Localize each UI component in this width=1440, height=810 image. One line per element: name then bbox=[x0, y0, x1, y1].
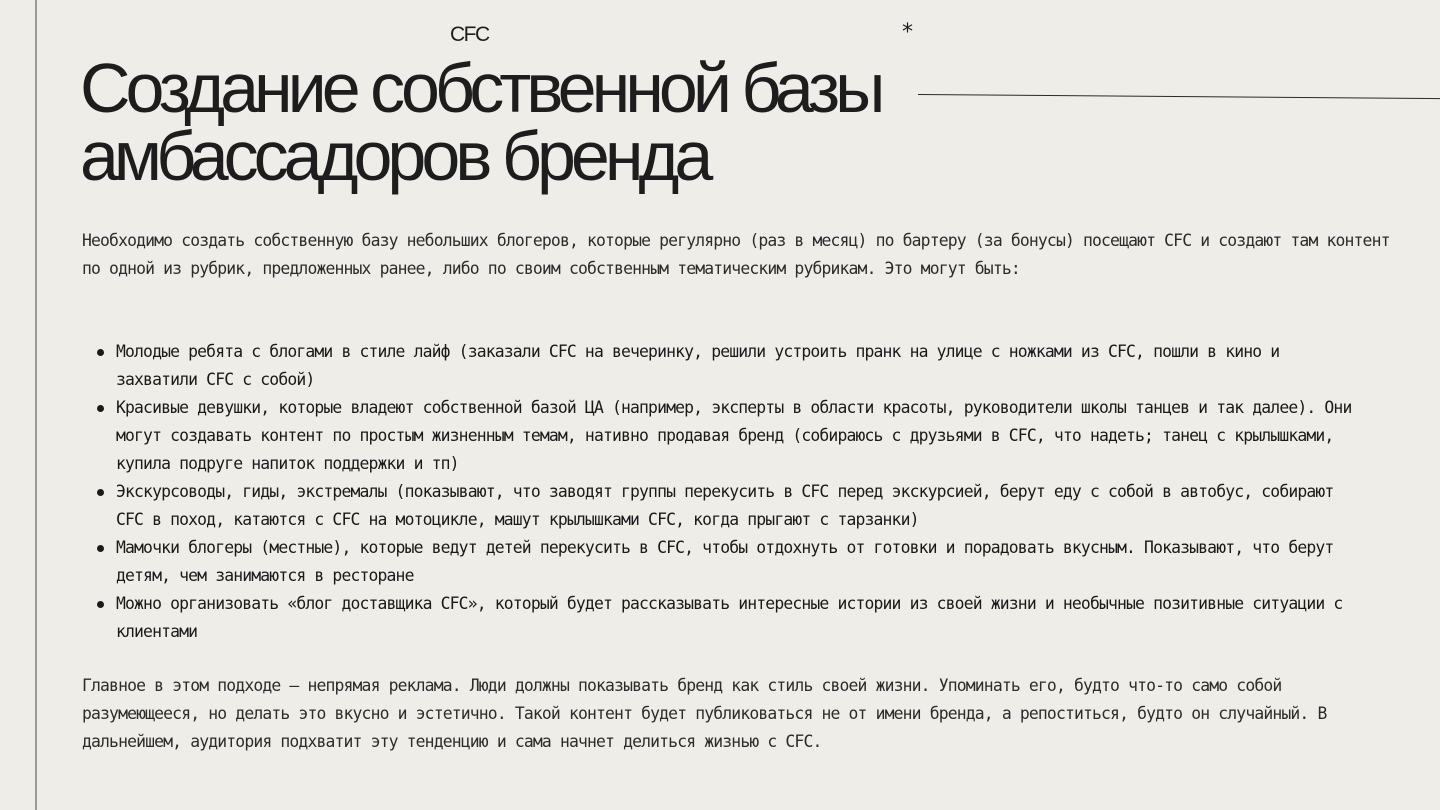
intro-paragraph: Необходимо создать собственную базу небольших блогеров, которые регулярно (раз в месяц) по бартеру (за бонусы) посещают CFC и создают там контент по одной из рубрик, предложенных ранее, либо по своим собственным тематическим рубрикам. Это могут быть: bbox=[82, 231, 1390, 278]
page-title bbox=[80, 49, 940, 195]
title-line-2: амбассадоров бренда bbox=[80, 117, 709, 195]
conclusion-paragraph: Главное в этом подходе – непрямая реклама. Люди должны показывать бренд как стиль своей жизни. Упоминать его, будто что-то само собой разумеющееся, но делать это вкусно и эстетично. Такой контент будет публиковаться не от имени бренда, а репоститься, будто он случайный. В дальнейшем, аудитория подхватит эту тенденцию и сама начнет делиться жизнью с CFC. bbox=[82, 676, 1327, 751]
decorative-line bbox=[918, 94, 1440, 99]
list-item: Мамочки блогеры (местные), которые ведут детей перекусить в CFC, чтобы отдохнуть от готовки и порадовать вкусным. Показывают, что берут детям, чем занимаются в ресторане bbox=[116, 534, 1366, 590]
list-item: Красивые девушки, которые владеют собственной базой ЦА (например, эксперты в области красоты, руководители школы танцев и так далее). Они могут создавать контент по простым жизненным темам, нативно продавая бренд (собираюсь с друзьями в CFC, что надеть; танец с крылышками, купила подруге напиток поддержки и тп) bbox=[116, 394, 1366, 478]
left-vertical-rule bbox=[35, 0, 37, 810]
list-item: Можно организовать «блог доставщика CFC», который будет рассказывать интересные истории из своей жизни и необычные позитивные ситуации с клиентами bbox=[116, 590, 1366, 646]
title-line-1: Создание собственной базы bbox=[80, 49, 881, 127]
asterisk-icon: * bbox=[902, 20, 913, 45]
ambassador-list bbox=[82, 338, 1366, 646]
brand-label: CFC bbox=[450, 23, 489, 46]
list-item: Молодые ребята с блогами в стиле лайф (заказали CFC на вечеринку, решили устроить пранк на улице с ножками из CFC, пошли в кино и захватили CFC с собой) bbox=[116, 338, 1366, 394]
list-item: Экскурсоводы, гиды, экстремалы (показывают, что заводят группы перекусить в CFC перед экскурсией, берут еду с собой в автобус, собирают CFC в поход, катаются с CFC на мотоцикле, машут крылышками CFC, когда прыгают с тарзанки) bbox=[116, 478, 1366, 534]
